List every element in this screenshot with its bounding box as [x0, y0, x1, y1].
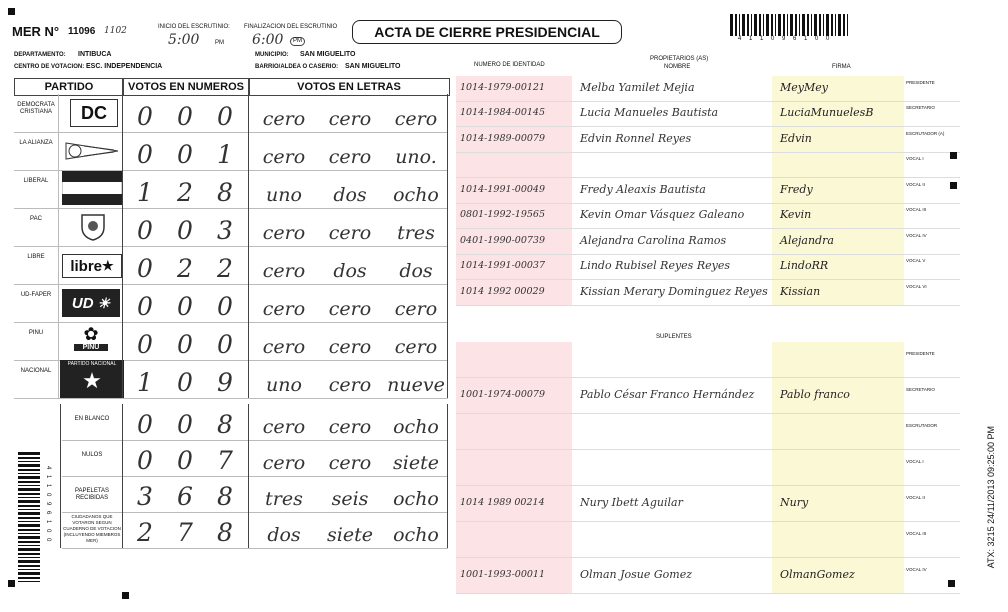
totals-3-word-1: dos: [267, 524, 301, 546]
party-row: [14, 94, 448, 133]
member-role: ESCRUTADOR (A): [906, 130, 945, 136]
member-signature: Edvin: [780, 131, 812, 145]
totals-2-word-3: ocho: [393, 488, 439, 510]
centro-value: ESC. INDEPENDENCIA: [86, 63, 163, 70]
member-row: [456, 229, 960, 255]
totals-3-digit-3: 8: [217, 518, 233, 547]
parties-7-digit-3: 9: [217, 368, 233, 397]
votes-table: [14, 78, 448, 598]
member-role: VOCAL IV: [906, 567, 927, 572]
party-name: LIBERAL: [23, 178, 49, 184]
member-row: [456, 486, 960, 522]
inicio-pm: PM: [215, 40, 224, 46]
member-id: 1014 1992 00029: [460, 285, 545, 297]
parties-5-digit-3: 0: [217, 292, 233, 321]
party-name: PINU: [28, 330, 44, 336]
parties-2-word-3: ocho: [393, 184, 439, 206]
totals-1-digit-2: 0: [177, 446, 193, 475]
parties-0-digit-2: 0: [177, 102, 193, 131]
registration-mark-r2: [950, 182, 957, 189]
parties-3-word-2: cero: [328, 222, 372, 244]
parties-6-digit-2: 0: [177, 330, 193, 359]
member-signature: Nury: [780, 496, 809, 509]
header-nombre: NOMBRE: [664, 64, 691, 70]
member-name: Lindo Rubisel Reyes Reyes: [580, 259, 730, 273]
total-label: NULOS: [81, 452, 103, 458]
member-role: VOCAL IV: [906, 232, 927, 238]
totals-3-digit-1: 2: [137, 518, 153, 547]
final-pm: PM: [290, 37, 305, 46]
parties-6-word-3: cero: [394, 336, 438, 358]
party-row: [14, 284, 448, 323]
member-role: VOCAL V: [906, 258, 926, 264]
parties-5-digit-1: 0: [137, 292, 153, 321]
member-row: [456, 178, 960, 204]
parties-4-digit-2: 2: [177, 254, 193, 283]
header-identidad: NUMERO DE IDENTIDAD: [474, 62, 545, 68]
liberal-flag-icon: [62, 171, 122, 205]
member-role: PRESIDENTE: [906, 79, 935, 85]
parties-3-word-1: cero: [262, 222, 306, 244]
parties-4-digit-3: 2: [217, 254, 233, 283]
member-row: [456, 414, 960, 450]
barcode-left: [18, 452, 40, 584]
parties-2-digit-3: 8: [217, 178, 233, 207]
totals-2-digit-3: 8: [217, 482, 233, 511]
pac-shield-icon: [80, 213, 106, 241]
member-role: VOCAL I: [906, 459, 924, 464]
parties-1-word-2: cero: [328, 146, 372, 168]
member-role: SECRETARIO: [906, 387, 935, 392]
member-id: 1014-1991-00049: [460, 183, 545, 195]
parties-5-word-1: cero: [262, 298, 306, 320]
parties-1-digit-2: 0: [177, 140, 193, 169]
document-title: ACTA DE CIERRE PRESIDENCIAL: [352, 20, 622, 44]
totals-3-word-2: siete: [327, 524, 373, 546]
parties-4-word-2: dos: [333, 260, 367, 282]
parties-7-word-3: nueve: [387, 374, 445, 396]
member-id: 1014-1991-00037: [460, 260, 545, 272]
parties-4-digit-1: 0: [137, 254, 153, 283]
parties-7-word-2: cero: [328, 374, 372, 396]
member-signature: Fredy: [780, 182, 813, 196]
header-suplentes: SUPLENTES: [656, 334, 692, 340]
registration-mark-r1: [950, 152, 957, 159]
barrio-value: SAN MIGUELITO: [345, 63, 401, 70]
party-name: DEMOCRATA CRISTIANA: [17, 102, 55, 115]
header-votos-letras: VOTOS EN LETRAS: [248, 78, 450, 96]
member-signature: OlmanGomez: [780, 568, 855, 581]
registration-mark-br: [948, 580, 955, 587]
barcode-top-number: 4 1 1 0 9 6 1 0 0: [738, 36, 833, 42]
member-row: [456, 280, 960, 306]
parties-0-digit-3: 0: [217, 102, 233, 131]
member-row: [456, 378, 960, 414]
total-label: PAPELETAS RECIBIDAS: [74, 488, 110, 501]
party-row: [14, 170, 448, 209]
timestamp-stamp: ATX: 3215 24/11/2013 09:25:00 PM: [986, 426, 996, 569]
member-name: Lucia Manueles Bautista: [580, 106, 719, 120]
member-name: Olman Josue Gomez: [580, 568, 693, 581]
totals-1-word-3: siete: [393, 452, 439, 474]
member-signature: Kissian: [780, 284, 821, 298]
inicio-label: INICIO DEL ESCRUTINIO:: [158, 24, 230, 30]
member-name: Kevin Omar Vásquez Galeano: [580, 208, 745, 222]
parties-1-digit-1: 0: [137, 140, 153, 169]
party-row: [14, 246, 448, 285]
member-signature: LuciaMunuelesB: [780, 106, 874, 120]
parties-7-digit-1: 1: [137, 368, 153, 397]
member-signature: Alejandra: [780, 233, 834, 247]
parties-1-word-3: uno.: [395, 146, 437, 168]
departamento-label: DEPARTAMENTO:: [14, 52, 66, 58]
member-id: 1014-1979-00121: [460, 81, 545, 93]
member-row: [456, 127, 960, 153]
parties-6-word-2: cero: [328, 336, 372, 358]
mer-extra: 1102: [104, 26, 127, 36]
parties-0-word-1: cero: [262, 108, 306, 130]
municipio-label: MUNICIPIO:: [255, 52, 289, 58]
barrio-label: BARRIO/ALDEA O CASERIO:: [255, 64, 339, 70]
member-signature: MeyMey: [780, 80, 828, 94]
member-id: 1001-1974-00079: [460, 389, 545, 400]
totals-2-word-1: tres: [265, 488, 303, 510]
member-row: [456, 558, 960, 594]
parties-3-digit-3: 3: [217, 216, 233, 245]
parties-1-word-1: cero: [262, 146, 306, 168]
header-votos-numeros: VOTOS EN NUMEROS: [122, 78, 250, 96]
dc-logo-icon: DC: [70, 99, 118, 127]
member-name: Melba Yamilet Mejia: [580, 80, 695, 94]
totals-2-digit-1: 3: [137, 482, 153, 511]
member-role: VOCAL III: [906, 531, 927, 536]
member-role: VOCAL I: [906, 156, 924, 162]
parties-5-digit-2: 0: [177, 292, 193, 321]
member-name: Kissian Merary Dominguez Reyes: [580, 284, 768, 298]
inicio-time: 5:00: [168, 32, 200, 48]
totals-1-digit-3: 7: [217, 446, 233, 475]
nacional-logo-icon: PARTIDO NACIONAL ★: [60, 360, 124, 398]
party-row: [14, 322, 448, 361]
parties-6-digit-1: 0: [137, 330, 153, 359]
libre-logo-icon: libre ★: [62, 254, 122, 278]
parties-4-word-1: cero: [262, 260, 306, 282]
member-signature: Pablo franco: [780, 388, 850, 401]
party-name: UD-FAPER: [20, 292, 52, 298]
barcode-left-number: 4 1 1 0 9 6 1 0 0: [45, 466, 51, 544]
pinu-logo-icon: ✿ PINU: [74, 324, 108, 356]
member-id: 0401-1990-00739: [460, 234, 545, 246]
totals-1-word-1: cero: [262, 452, 306, 474]
member-name: Pablo César Franco Hernández: [580, 388, 755, 401]
mer-number: 11096: [68, 26, 96, 37]
totals-0-digit-3: 8: [217, 410, 233, 439]
totals-0-word-1: cero: [262, 416, 306, 438]
parties-0-digit-1: 0: [137, 102, 153, 131]
final-time: 6:00: [252, 32, 284, 48]
final-label: FINALIZACION DEL ESCRUTINIO: [244, 24, 338, 30]
header-firma: FIRMA: [832, 64, 851, 70]
registration-mark-bl: [8, 580, 15, 587]
totals-3-word-3: ocho: [393, 524, 439, 546]
member-role: VOCAL III: [906, 207, 927, 213]
barcode-top: [730, 14, 850, 36]
member-role: ESCRUTADOR: [906, 423, 938, 428]
parties-4-word-3: dos: [399, 260, 433, 282]
member-id: 1014-1989-00079: [460, 132, 545, 144]
party-row: [14, 360, 448, 399]
alianza-logo-icon: [64, 140, 120, 162]
registration-mark-b2: [122, 592, 129, 599]
party-row: [14, 208, 448, 247]
member-name: Nury Ibett Aguilar: [580, 496, 683, 509]
party-name: NACIONAL: [20, 368, 52, 374]
member-name: Fredy Aleaxis Bautista: [580, 182, 706, 196]
member-row: [456, 102, 960, 128]
member-name: Alejandra Carolina Ramos: [580, 233, 727, 247]
totals-1-word-2: cero: [328, 452, 372, 474]
member-row: [456, 522, 960, 558]
parties-1-digit-3: 1: [217, 140, 233, 169]
member-row: [456, 204, 960, 230]
party-name: LA ALIANZA: [19, 140, 53, 146]
parties-3-digit-2: 0: [177, 216, 193, 245]
member-id: 1001-1993-00011: [460, 569, 545, 580]
totals-3-digit-2: 7: [177, 518, 193, 547]
member-role: SECRETARIO: [906, 105, 935, 111]
member-signature: LindoRR: [780, 259, 829, 273]
member-role: VOCAL VI: [906, 283, 927, 289]
member-name: Edvin Ronnel Reyes: [580, 131, 692, 145]
total-label: EN BLANCO: [74, 416, 110, 422]
member-role: PRESIDENTE: [906, 351, 935, 356]
member-row: [456, 342, 960, 378]
totals-0-word-2: cero: [328, 416, 372, 438]
parties-2-word-1: uno: [266, 184, 302, 206]
parties-2-digit-1: 1: [137, 178, 153, 207]
totals-1-digit-1: 0: [137, 446, 153, 475]
member-row: [456, 153, 960, 179]
parties-5-word-2: cero: [328, 298, 372, 320]
party-name: LIBRE: [27, 254, 45, 260]
member-row: [456, 450, 960, 486]
totals-0-digit-1: 0: [137, 410, 153, 439]
member-id: 0801-1992-19565: [460, 209, 545, 221]
header-partido: PARTIDO: [14, 78, 124, 96]
member-row: [456, 255, 960, 281]
parties-0-word-2: cero: [328, 108, 372, 130]
totals-0-digit-2: 0: [177, 410, 193, 439]
member-role: VOCAL II: [906, 181, 925, 187]
member-role: VOCAL II: [906, 495, 925, 500]
parties-6-word-1: cero: [262, 336, 306, 358]
registration-mark-tl: [8, 8, 15, 15]
parties-2-word-2: dos: [333, 184, 367, 206]
parties-3-word-3: tres: [397, 222, 435, 244]
totals-0-word-3: ocho: [393, 416, 439, 438]
member-id: 1014 1989 00214: [460, 497, 545, 508]
parties-0-word-3: cero: [394, 108, 438, 130]
member-row: [456, 76, 960, 102]
municipio-value: SAN MIGUELITO: [300, 51, 356, 58]
parties-5-word-3: cero: [394, 298, 438, 320]
ud-faper-logo-icon: UD ☀: [62, 289, 120, 317]
party-name: PAC: [30, 216, 42, 222]
totals-2-word-2: seis: [331, 488, 369, 510]
parties-2-digit-2: 2: [177, 178, 193, 207]
member-signature: Kevin: [780, 208, 812, 222]
parties-7-word-1: uno: [266, 374, 302, 396]
departamento-value: INTIBUCA: [78, 51, 112, 58]
parties-7-digit-2: 0: [177, 368, 193, 397]
totals-2-digit-2: 6: [177, 482, 193, 511]
total-label: CIUDADANOS QUE VOTARON SEGUN CUADERNO DE VOTACION (INCLUYENDO MIEMBROS MER): [63, 514, 121, 543]
mer-label: MER N°: [12, 24, 60, 39]
member-id: 1014-1984-00145: [460, 107, 545, 119]
party-row: [14, 132, 448, 171]
parties-3-digit-1: 0: [137, 216, 153, 245]
parties-6-digit-3: 0: [217, 330, 233, 359]
centro-label: CENTRO DE VOTACION:: [14, 64, 85, 70]
header-propietarios: PROPIETARIOS (AS): [650, 56, 709, 62]
